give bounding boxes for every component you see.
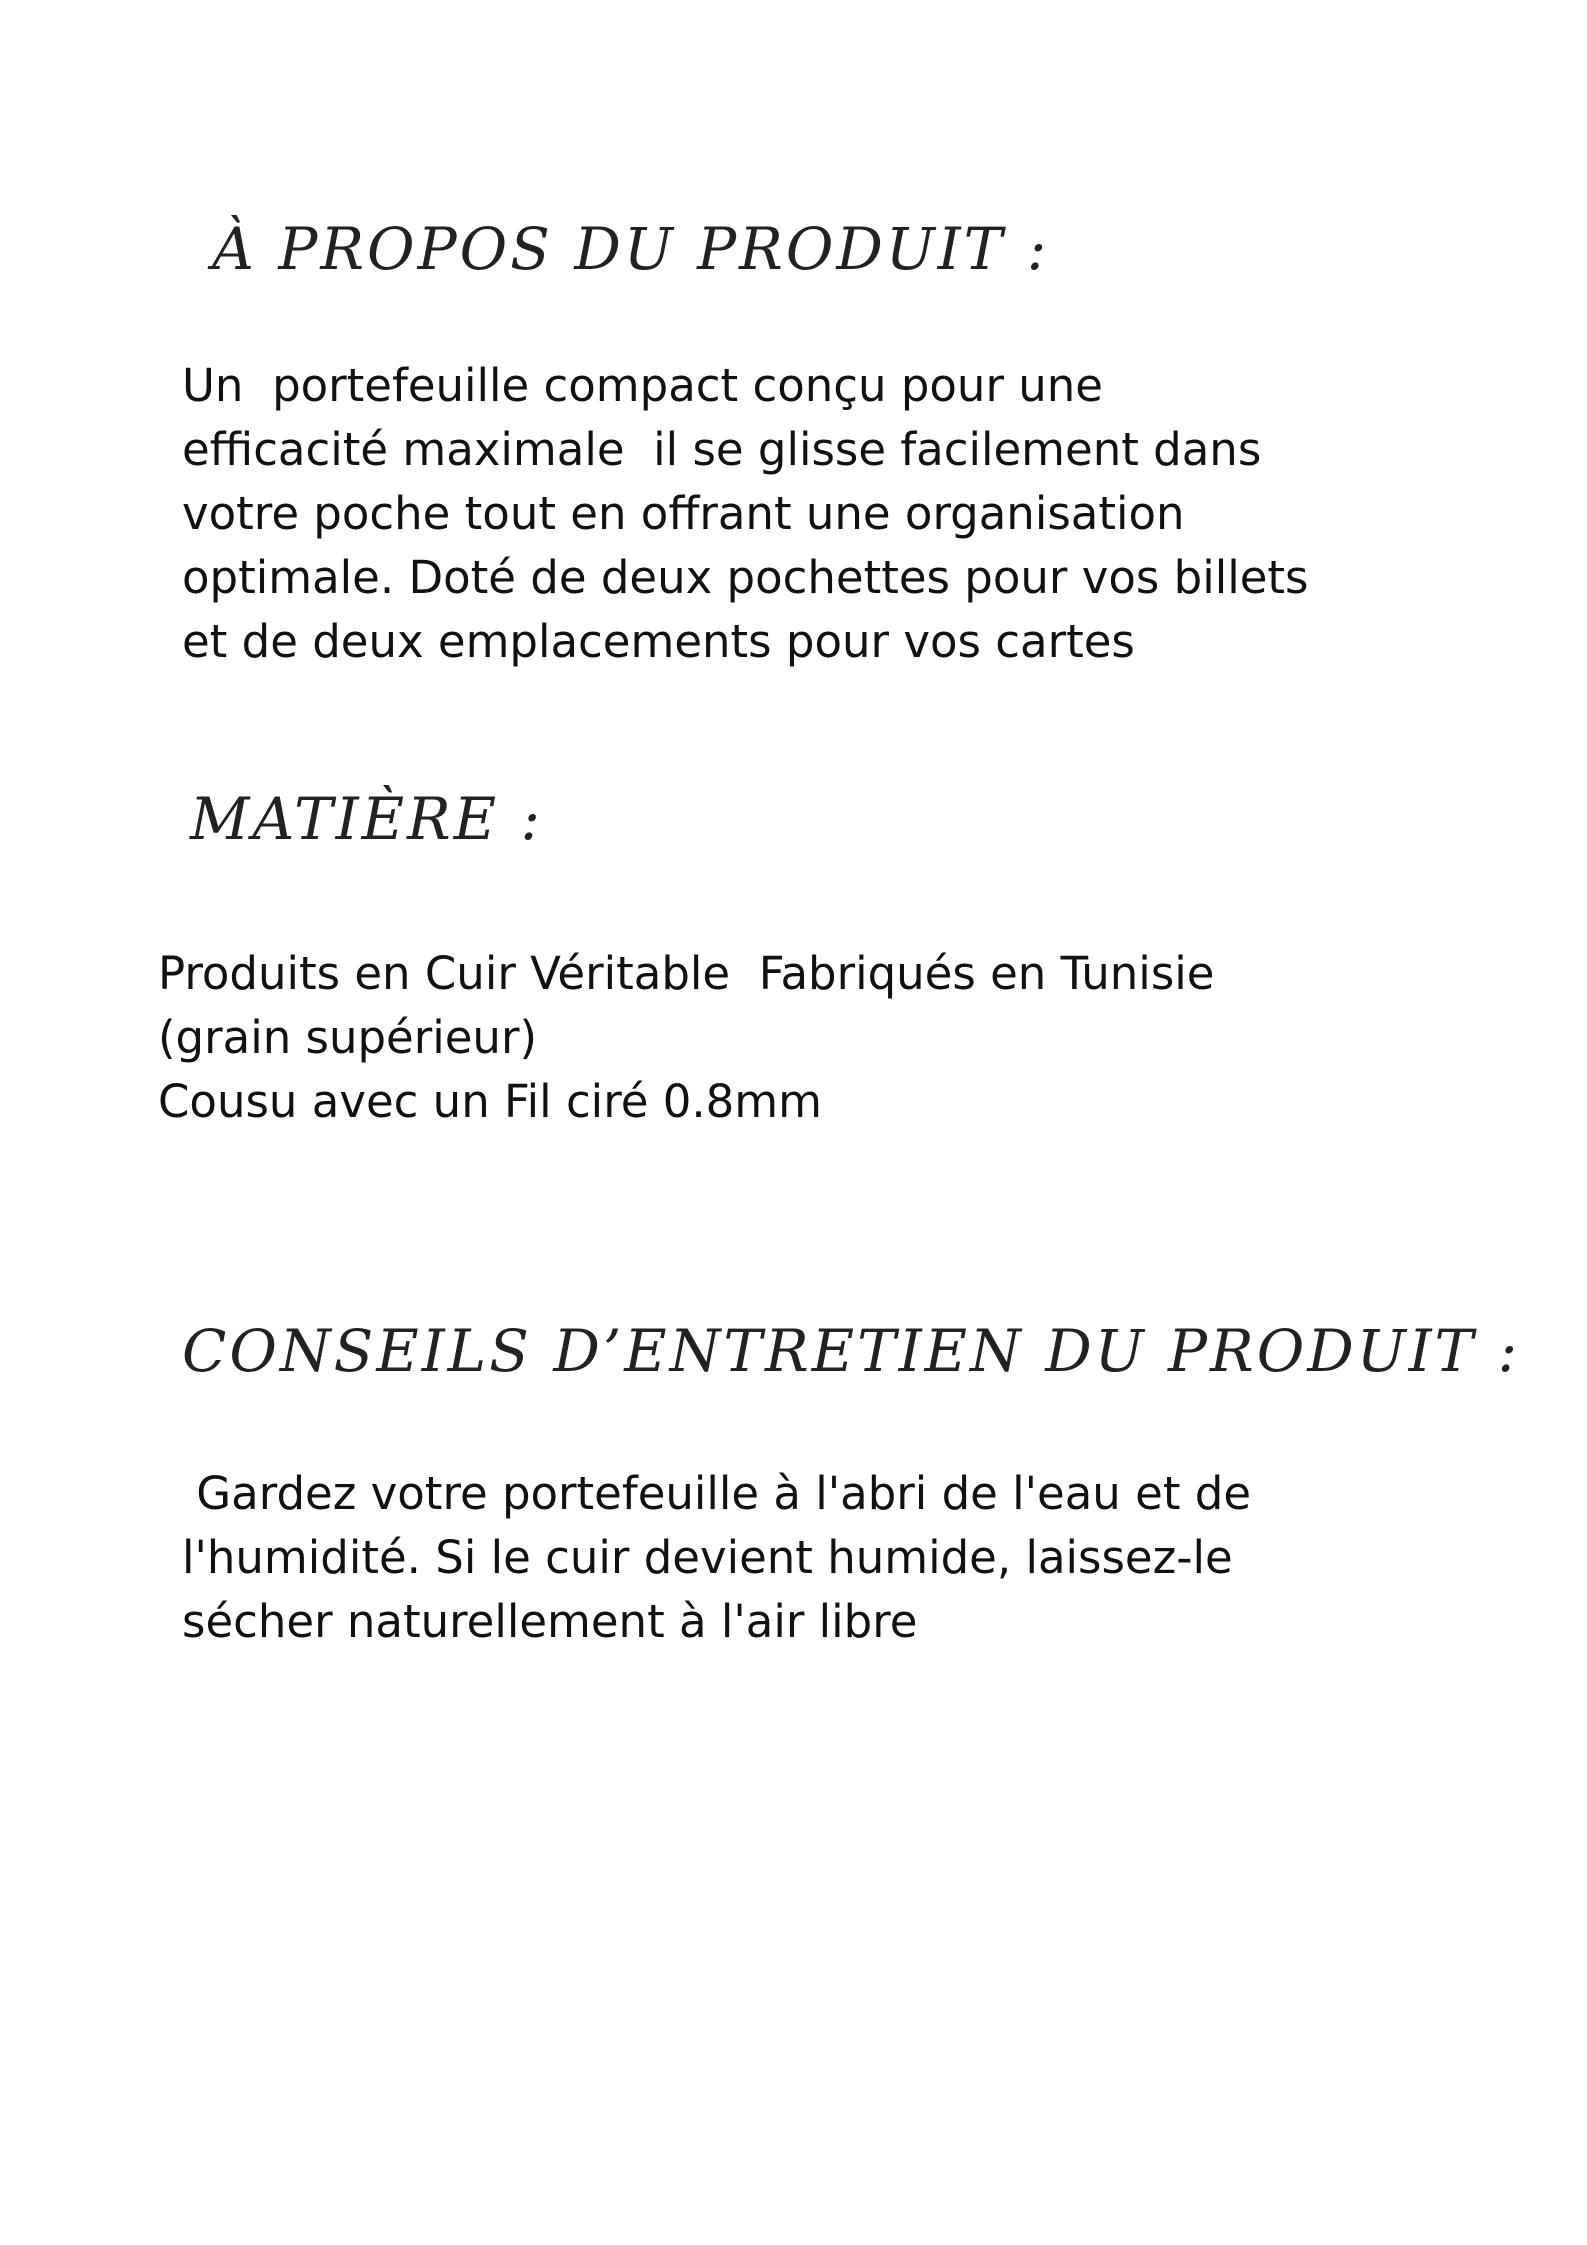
care-description: [182, 1462, 1251, 1654]
about-line-3: votre poche tout en offrant une organisation: [182, 487, 1185, 540]
about-description: [182, 354, 1308, 674]
about-line-1: Un portefeuille compact conçu pour une: [182, 359, 1103, 412]
care-section-title: CONSEILS D’ENTRETIEN DU PRODUIT :: [182, 1317, 1521, 1385]
about-line-5: et de deux emplacements pour vos cartes: [182, 615, 1135, 668]
material-description: [158, 942, 1214, 1134]
material-section-title: MATIÈRE :: [190, 785, 544, 853]
care-line-3: sécher naturellement à l'air libre: [182, 1595, 918, 1648]
material-line-3: Cousu avec un Fil ciré 0.8mm: [158, 1075, 822, 1128]
material-line-2: (grain supérieur): [158, 1011, 538, 1064]
material-line-1: Produits en Cuir Véritable Fabriqués en Tunisie: [158, 947, 1215, 1000]
care-line-1: Gardez votre portefeuille à l'abri de l'eau et de: [182, 1467, 1252, 1520]
about-line-4: optimale. Doté de deux pochettes pour vos billets: [182, 551, 1309, 604]
about-section-title: À PROPOS DU PRODUIT :: [212, 215, 1050, 283]
about-line-2: efficacité maximale il se glisse facilement dans: [182, 423, 1262, 476]
care-line-2: l'humidité. Si le cuir devient humide, laissez-le: [182, 1531, 1233, 1584]
